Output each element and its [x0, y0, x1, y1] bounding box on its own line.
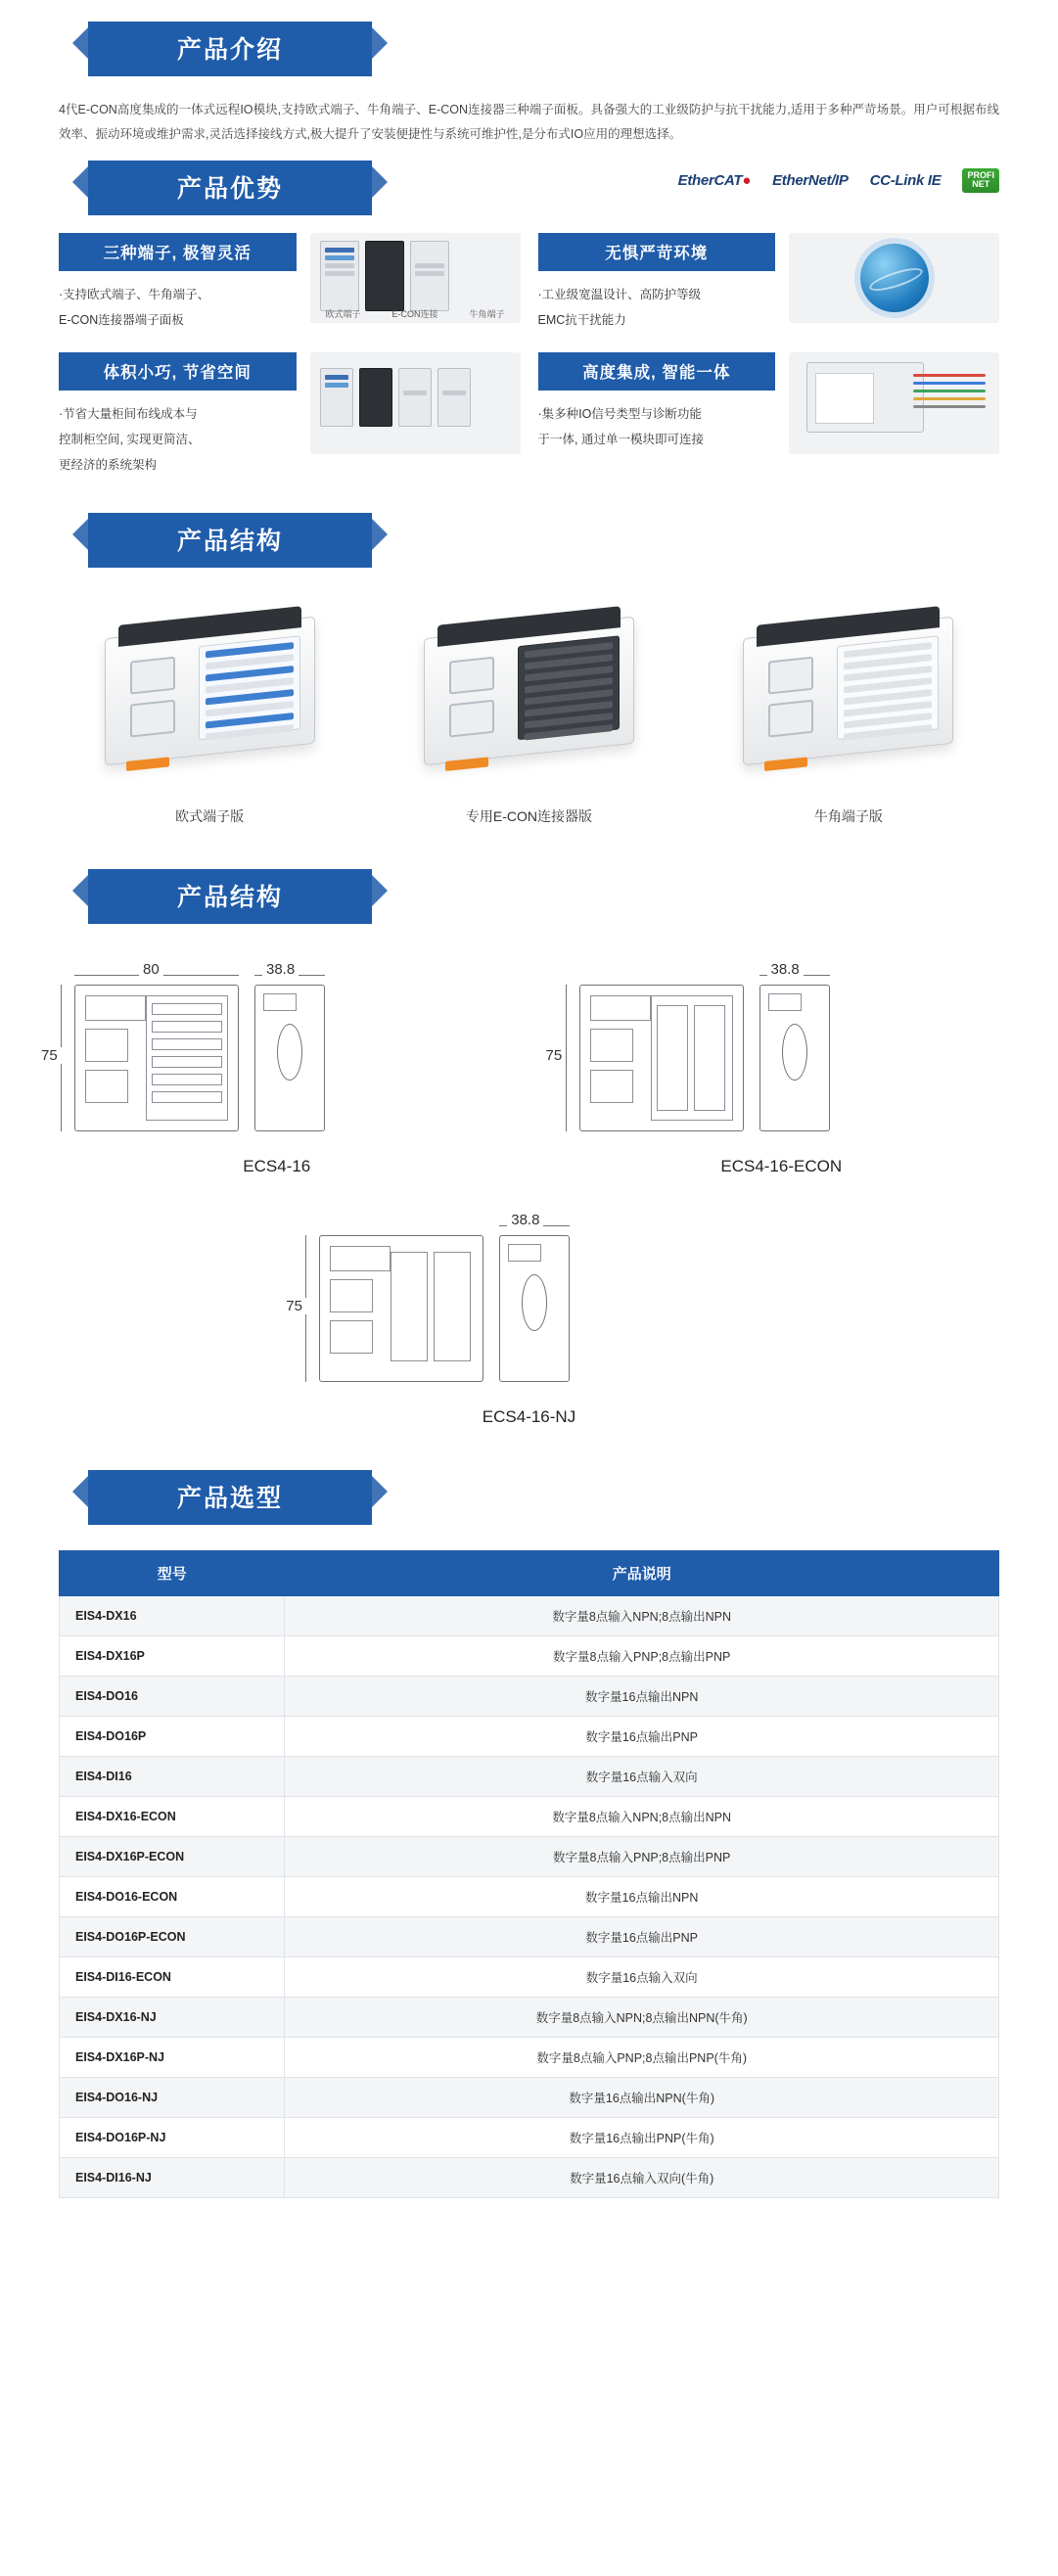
advantage-line-3-1: ·节省大量柜间布线成本与	[59, 407, 198, 422]
dim-label-depth-2: 38.8	[767, 961, 804, 978]
cell-model: EIS4-DO16P-ECON	[60, 1917, 285, 1957]
cclink-logo	[870, 172, 942, 189]
table-row	[60, 1837, 999, 1877]
terminal-caption-1: 欧式端子	[325, 309, 361, 319]
drawing-canvas-3	[286, 1212, 764, 1394]
table-row	[60, 1998, 999, 2038]
dimension-cell-ecs4-16	[39, 943, 515, 1176]
cell-desc: 数字量16点输出NPN(牛角)	[285, 2078, 999, 2118]
section-title-advantage: 产品优势	[88, 161, 372, 215]
section-header-intro	[88, 22, 372, 76]
dimension-cell-ecs4-16-nj	[284, 1194, 774, 1427]
product-photo-row	[59, 593, 999, 826]
table-row	[60, 1957, 999, 1998]
section-title-intro: 产品介绍	[88, 22, 372, 76]
intro-paragraph: 4代E-CON高度集成的一体式远程IO模块,支持欧式端子、牛角端子、E-CON连接器三种端子面板。具备强大的工业级防护与抗干扰能力,适用于多种严苛场景。用户可根据布线效率、振动环境或维护需求,灵活选择接线方式,极大提升了安装便捷性与系统可维护性,是分布式IO应用的理想选择。	[59, 103, 999, 141]
dim-label-depth-1: 38.8	[262, 961, 299, 978]
drawing-canvas-2	[545, 961, 1010, 1143]
product-photo-european-terminal	[59, 593, 360, 789]
product-caption-3: 牛角端子版	[813, 808, 883, 825]
cell-desc: 数字量16点输入双向	[285, 1957, 999, 1998]
cell-model: EIS4-DO16P	[60, 1717, 285, 1757]
cell-desc: 数字量16点输出PNP(牛角)	[285, 2118, 999, 2158]
cell-model: EIS4-DX16P	[60, 1636, 285, 1677]
advantage-item-4	[538, 352, 1000, 478]
device-render-3	[743, 617, 953, 766]
section-header-structure	[88, 513, 372, 568]
module-body-illustration	[806, 362, 924, 433]
cell-model: EIS4-DI16-ECON	[60, 1957, 285, 1998]
product-photo-cell-3	[698, 593, 999, 826]
side-view-2	[759, 985, 830, 1131]
cell-desc: 数字量8点输入NPN;8点输出NPN(牛角)	[285, 1998, 999, 2038]
advantage-title-3: 体积小巧, 节省空间	[59, 352, 297, 391]
dim-label-width-1: 80	[139, 961, 163, 978]
ethercat-logo-text: EtherCAT	[677, 171, 743, 189]
cell-desc: 数字量16点输出NPN	[285, 1877, 999, 1917]
rj45-port-icon	[768, 700, 813, 738]
dimension-drawings	[39, 943, 1019, 1427]
terminal-caption-3: 牛角端子	[469, 309, 505, 319]
ethercat-logo	[678, 172, 751, 189]
ethernetip-logo	[772, 172, 849, 189]
module-idc	[410, 241, 449, 311]
advantage-body-4	[538, 402, 776, 452]
table-row	[60, 1717, 999, 1757]
table-row	[60, 1636, 999, 1677]
cell-model: EIS4-DO16P-NJ	[60, 2118, 285, 2158]
selection-table	[59, 1550, 999, 2198]
product-caption-1: 欧式端子版	[175, 808, 245, 825]
table-header-row	[60, 1551, 999, 1596]
ethercat-logo-mark: ●	[742, 171, 752, 189]
advantage-item-2	[538, 233, 1000, 333]
terminal-caption-2: E-CON连接	[391, 309, 438, 319]
table-row	[60, 1596, 999, 1636]
advantage-line-4-2: 于一体, 通过单一模块即可连接	[537, 432, 704, 446]
front-view-1	[74, 985, 239, 1131]
cell-model: EIS4-DO16	[60, 1677, 285, 1717]
cell-model: EIS4-DX16-ECON	[60, 1797, 285, 1837]
column-header-description: 产品说明	[285, 1551, 999, 1596]
product-caption-2: 专用E-CON连接器版	[465, 808, 593, 825]
table-row	[60, 2158, 999, 2198]
cell-desc: 数字量8点输入PNP;8点输出PNP	[285, 1636, 999, 1677]
device-render-2	[424, 617, 634, 766]
cell-desc: 数字量16点输出PNP	[285, 1917, 999, 1957]
cell-desc: 数字量8点输入PNP;8点输出PNP	[285, 1837, 999, 1877]
section-title-selection: 产品选型	[88, 1470, 372, 1525]
rj45-port-icon	[130, 657, 175, 695]
table-row	[60, 1757, 999, 1797]
device-render-1	[105, 617, 315, 766]
cell-model: EIS4-DX16	[60, 1596, 285, 1636]
selection-table-body	[60, 1596, 999, 2198]
cell-desc: 数字量8点输入NPN;8点输出NPN	[285, 1596, 999, 1636]
profinet-badge	[962, 168, 999, 193]
rj45-port-icon	[768, 657, 813, 695]
section-title-structure: 产品结构	[88, 513, 372, 568]
rj45-port-icon	[130, 700, 175, 738]
rj45-port-icon	[449, 657, 494, 695]
side-view-1	[254, 985, 325, 1131]
dim-label-height-2: 75	[542, 1047, 567, 1064]
module-econ	[365, 241, 404, 311]
rail-module-3	[398, 368, 432, 427]
rail-module-4	[437, 368, 471, 427]
table-row	[60, 1797, 999, 1837]
din-rail-illustration	[320, 368, 471, 427]
advantage-line-2-1: ·工业级宽温设计、高防护等级	[537, 288, 702, 301]
product-photo-cell-2	[378, 593, 679, 826]
dimension-caption-2: ECS4-16-ECON	[720, 1157, 843, 1176]
dimension-row-top	[39, 943, 1019, 1176]
rail-module-1	[320, 368, 353, 427]
product-photo-econ-connector	[378, 593, 679, 789]
advantages-section	[0, 161, 1058, 478]
advantage-body-1	[59, 283, 297, 333]
cell-desc: 数字量16点输出NPN	[285, 1677, 999, 1717]
cell-model: EIS4-DI16	[60, 1757, 285, 1797]
table-row	[60, 2038, 999, 2078]
rail-module-2	[359, 368, 392, 427]
advantage-line-2-2: EMC抗干扰能力	[537, 312, 626, 327]
selection-table-wrapper	[59, 1550, 999, 2198]
rj45-port-icon	[449, 700, 494, 738]
column-header-model: 型号	[60, 1551, 285, 1596]
section-header-dimensions	[88, 869, 372, 924]
product-photo-cell-1	[59, 593, 360, 826]
cell-desc: 数字量16点输出PNP	[285, 1717, 999, 1757]
advantage-line-1-2: E-CON连接器端子面板	[59, 312, 184, 327]
advantage-title-2: 无惧严苛环境	[538, 233, 776, 271]
idc-panel	[837, 635, 939, 740]
dimension-cell-ecs4-16-econ	[544, 943, 1020, 1176]
product-datasheet-page	[0, 22, 1058, 2576]
advantage-title-1: 三种端子, 极智灵活	[59, 233, 297, 271]
table-row	[60, 1877, 999, 1917]
advantage-item-3	[59, 352, 521, 478]
cell-desc: 数字量8点输入NPN;8点输出NPN	[285, 1797, 999, 1837]
din-rail-modules-photo	[310, 352, 521, 454]
cell-model: EIS4-DX16-NJ	[60, 1998, 285, 2038]
dim-label-height-3: 75	[282, 1298, 306, 1314]
advantage-line-3-2: 控制柜空间, 实现更简洁、	[59, 432, 201, 446]
advantage-title-4: 高度集成, 智能一体	[538, 352, 776, 391]
wire-bundle-illustration	[913, 374, 986, 419]
dim-label-depth-3: 38.8	[507, 1212, 543, 1228]
advantages-grid	[59, 233, 999, 478]
module-european	[320, 241, 359, 311]
protocol-logo-row	[678, 168, 999, 193]
dimension-caption-1: ECS4-16	[243, 1157, 311, 1176]
front-view-3	[319, 1235, 483, 1382]
product-photo-idc-terminal	[698, 593, 999, 789]
cell-model: EIS4-DX16P-ECON	[60, 1837, 285, 1877]
cell-desc: 数字量16点输入双向(牛角)	[285, 2158, 999, 2198]
cell-model: EIS4-DX16P-NJ	[60, 2038, 285, 2078]
front-view-2	[579, 985, 744, 1131]
side-view-3	[499, 1235, 570, 1382]
dimension-caption-3: ECS4-16-NJ	[482, 1407, 576, 1427]
drawing-canvas-1	[41, 961, 505, 1143]
cell-model: EIS4-DI16-NJ	[60, 2158, 285, 2198]
ethernetip-logo-text: EtherNet/IP	[772, 171, 849, 189]
section-title-dimensions: 产品结构	[88, 869, 372, 924]
terminal-panel	[199, 635, 300, 740]
table-row	[60, 1677, 999, 1717]
advantage-line-4-1: ·集多种IO信号类型与诊断功能	[537, 407, 702, 422]
profinet-badge-line1: PROFI	[967, 170, 994, 180]
dim-label-height-1: 75	[37, 1047, 62, 1064]
cclink-logo-text: CC-Link IE	[869, 171, 942, 189]
table-row	[60, 2078, 999, 2118]
profinet-badge-line2: NET	[972, 179, 990, 190]
table-row	[60, 2118, 999, 2158]
section-header-advantage	[88, 161, 372, 215]
econ-panel	[518, 635, 620, 740]
terminal-module-illustration	[320, 241, 449, 311]
cell-model: EIS4-DO16-NJ	[60, 2078, 285, 2118]
harsh-environment-globe-photo	[789, 233, 999, 323]
advantage-item-1	[59, 233, 521, 333]
integrated-module-wiring-photo	[789, 352, 999, 454]
advantage-line-1-1: ·支持欧式端子、牛角端子、	[59, 288, 210, 301]
advantage-body-2	[538, 283, 776, 333]
table-row	[60, 1917, 999, 1957]
three-terminal-types-photo	[310, 233, 521, 323]
selection-table-head	[60, 1551, 999, 1596]
section-header-selection	[88, 1470, 372, 1525]
dimension-row-bottom	[39, 1176, 1019, 1427]
cell-desc: 数字量8点输入PNP;8点输出PNP(牛角)	[285, 2038, 999, 2078]
advantage-line-3-3: 更经济的系统架构	[59, 457, 158, 472]
globe-icon	[860, 244, 929, 312]
cell-desc: 数字量16点输入双向	[285, 1757, 999, 1797]
cell-model: EIS4-DO16-ECON	[60, 1877, 285, 1917]
terminal-type-captions	[310, 307, 521, 320]
advantage-body-3	[59, 402, 297, 478]
